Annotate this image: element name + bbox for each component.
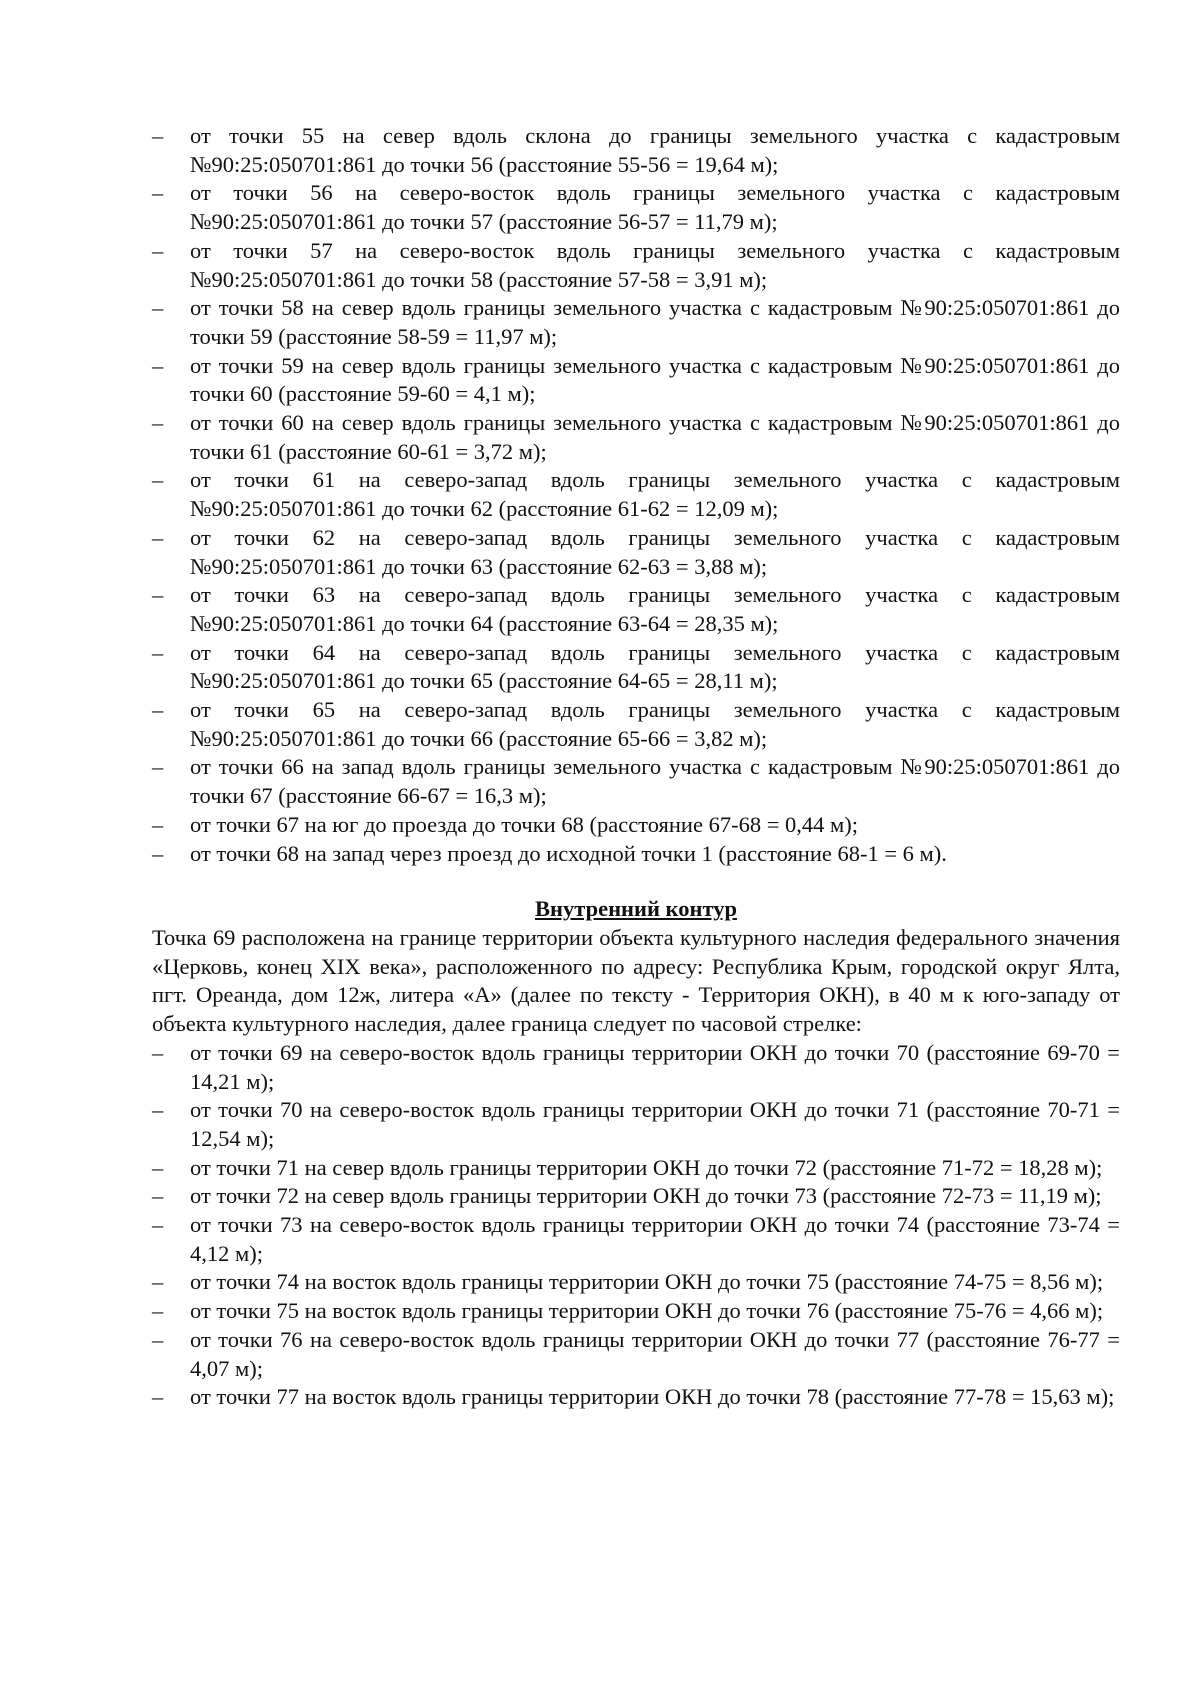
list-item: – от точки 61 на северо-запад вдоль границы земельного участка с кадастровым №90:25:050701:861 до точки 62 (расстояние 61-62 = 12,09 м); <box>152 466 1120 523</box>
list-item: – от точки 55 на север вдоль склона до границы земельного участка с кадастровым №90:25:050701:861 до точки 56 (расстояние 55-56 = 19,64 м); <box>152 122 1120 179</box>
list-item: – от точки 65 на северо-запад вдоль границы земельного участка с кадастровым №90:25:050701:861 до точки 66 (расстояние 65-66 = 3,82 м); <box>152 696 1120 753</box>
list-item: – от точки 74 на восток вдоль границы территории ОКН до точки 75 (расстояние 74-75 = 8,56 м); <box>152 1268 1120 1297</box>
list-item: – от точки 76 на северо-восток вдоль границы территории ОКН до точки 77 (расстояние 76-77 = 4,07 м); <box>152 1326 1120 1383</box>
list-item: – от точки 77 на восток вдоль границы территории ОКН до точки 78 (расстояние 77-78 = 15,63 м); <box>152 1383 1120 1412</box>
list-item: – от точки 66 на запад вдоль границы земельного участка с кадастровым №90:25:050701:861 до точки 67 (расстояние 66-67 = 16,3 м); <box>152 753 1120 810</box>
list-item: – от точки 68 на запад через проезд до исходной точки 1 (расстояние 68-1 = 6 м). <box>152 840 1120 869</box>
section-spacer <box>152 868 1120 895</box>
list-item: – от точки 62 на северо-запад вдоль границы земельного участка с кадастровым №90:25:050701:861 до точки 63 (расстояние 62-63 = 3,88 м); <box>152 524 1120 581</box>
list-item: – от точки 58 на север вдоль границы земельного участка с кадастровым №90:25:050701:861 до точки 59 (расстояние 58-59 = 11,97 м); <box>152 294 1120 351</box>
list-item: – от точки 71 на север вдоль границы территории ОКН до точки 72 (расстояние 71-72 = 18,28 м); <box>152 1154 1120 1183</box>
list-item: – от точки 75 на восток вдоль границы территории ОКН до точки 76 (расстояние 75-76 = 4,66 м); <box>152 1297 1120 1326</box>
list-item: – от точки 73 на северо-восток вдоль границы территории ОКН до точки 74 (расстояние 73-74 = 4,12 м); <box>152 1211 1120 1268</box>
list-item: – от точки 57 на северо-восток вдоль границы земельного участка с кадастровым №90:25:050701:861 до точки 58 (расстояние 57-58 = 3,91 м); <box>152 237 1120 294</box>
inner-contour-list <box>152 1039 1120 1412</box>
list-item: – от точки 60 на север вдоль границы земельного участка с кадастровым №90:25:050701:861 до точки 61 (расстояние 60-61 = 3,72 м); <box>152 409 1120 466</box>
list-item: – от точки 70 на северо-восток вдоль границы территории ОКН до точки 71 (расстояние 70-71 = 12,54 м); <box>152 1096 1120 1153</box>
section-intro-paragraph: Точка 69 расположена на границе территории объекта культурного наследия федерального значения «Церковь, конец XIX века», расположенного по адресу: Республика Крым, городской округ Ялта, пгт. Ореанда, дом 12ж, литера «А» (далее по тексту - Территория ОКН), в 40 м к юго-западу от объекта культурного наследия, далее граница следует по часовой стрелке: <box>152 924 1120 1037</box>
list-item: – от точки 67 на юг до проезда до точки 68 (расстояние 67-68 = 0,44 м); <box>152 811 1120 840</box>
list-item: – от точки 69 на северо-восток вдоль границы территории ОКН до точки 70 (расстояние 69-70 = 14,21 м); <box>152 1039 1120 1096</box>
list-item: – от точки 59 на север вдоль границы земельного участка с кадастровым №90:25:050701:861 до точки 60 (расстояние 59-60 = 4,1 м); <box>152 352 1120 409</box>
document-page <box>152 122 1120 1412</box>
list-item: – от точки 64 на северо-запад вдоль границы земельного участка с кадастровым №90:25:050701:861 до точки 65 (расстояние 64-65 = 28,11 м); <box>152 639 1120 696</box>
list-item: – от точки 63 на северо-запад вдоль границы земельного участка с кадастровым №90:25:050701:861 до точки 64 (расстояние 63-64 = 28,35 м); <box>152 581 1120 638</box>
list-item: – от точки 72 на север вдоль границы территории ОКН до точки 73 (расстояние 72-73 = 11,19 м); <box>152 1182 1120 1211</box>
section-heading: Внутренний контур <box>535 896 737 922</box>
outer-contour-list <box>152 122 1120 868</box>
list-item: – от точки 56 на северо-восток вдоль границы земельного участка с кадастровым №90:25:050701:861 до точки 57 (расстояние 56-57 = 11,79 м); <box>152 179 1120 236</box>
